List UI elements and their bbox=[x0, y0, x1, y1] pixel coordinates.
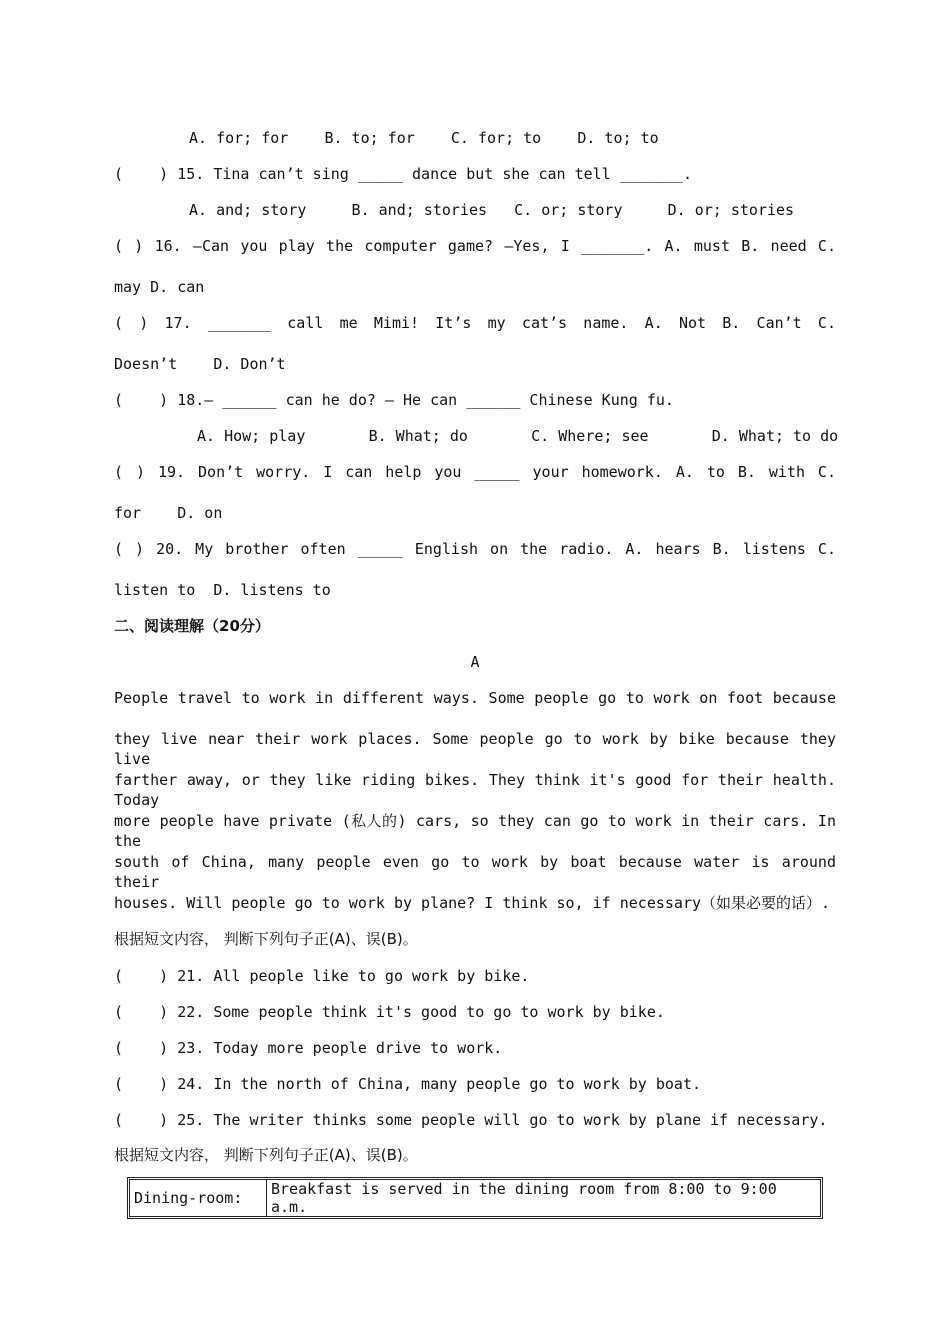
passage-line: more people have private (私人的) cars, so they can go to work in their cars. In the bbox=[114, 812, 836, 850]
notice-content-cell: Breakfast is served in the dining room from 8:00 to 9:00 a.m. bbox=[271, 1180, 777, 1216]
notice-label-cell: Dining-room: bbox=[130, 1180, 267, 1216]
tf-question-25: ( ) 25. The writer thinks some people will go to work by plane if necessary. bbox=[114, 1111, 828, 1129]
q14-options: A. for; for B. to; for C. for; to D. to; to bbox=[189, 129, 659, 147]
passage-line: farther away, or they like riding bikes. They think it's good for their health. Today bbox=[114, 771, 836, 809]
q20-stem: ( ) 20. My brother often _____ English on the radio. A. hears B. listens C. bbox=[114, 540, 836, 558]
passage-line: People travel to work in different ways. Some people go to work on foot because bbox=[114, 689, 836, 707]
q15-options: A. and; story B. and; stories C. or; story D. or; stories bbox=[189, 201, 795, 219]
tf-question-24: ( ) 24. In the north of China, many people go to work by boat. bbox=[114, 1075, 701, 1093]
passage-line: houses. Will people go to work by plane? I think so, if necessary（如果必要的话）. bbox=[114, 894, 831, 912]
q16-stem: ( ) 16. —Can you play the computer game? —Yes, I _______. A. must B. need C. bbox=[114, 237, 836, 255]
q19-stem: ( ) 19. Don’t worry. I can help you _____ your homework. A. to B. with C. bbox=[114, 463, 836, 481]
q17-options-cont: Doesn’t D. Don’t bbox=[114, 355, 286, 373]
q19-options-cont: for D. on bbox=[114, 504, 223, 522]
tf-question-23: ( ) 23. Today more people drive to work. bbox=[114, 1039, 503, 1057]
instruction-text: 根据短文内容， 判断下列句子正(A)、误(B)。 bbox=[114, 930, 418, 948]
q15-stem: ( ) 15. Tina can’t sing _____ dance but she can tell _______. bbox=[114, 165, 692, 183]
tf-question-21: ( ) 21. All people like to go work by bike. bbox=[114, 967, 530, 985]
q17-stem: ( ) 17. _______ call me Mimi! It’s my cat’s name. A. Not B. Can’t C. bbox=[114, 314, 836, 332]
notice-row bbox=[130, 1180, 820, 1216]
notice-table bbox=[127, 1177, 823, 1219]
passage-label: A bbox=[470, 653, 480, 671]
section-title: 二、阅读理解（20分） bbox=[114, 617, 270, 635]
q16-options-cont: may D. can bbox=[114, 278, 205, 296]
passage-line: south of China, many people even go to work by boat because water is around their bbox=[114, 853, 836, 891]
tf-question-22: ( ) 22. Some people think it's good to go to work by bike. bbox=[114, 1003, 665, 1021]
passage-line: they live near their work places. Some people go to work by bike because they live bbox=[114, 730, 836, 768]
q18-options: A. How; play B. What; do C. Where; see D. What; to do bbox=[197, 427, 839, 445]
q20-options-cont: listen to D. listens to bbox=[114, 581, 331, 599]
instruction-text-2: 根据短文内容， 判断下列句子正(A)、误(B)。 bbox=[114, 1146, 418, 1164]
q18-stem: ( ) 18.— ______ can he do? — He can ______ Chinese Kung fu. bbox=[114, 391, 674, 409]
